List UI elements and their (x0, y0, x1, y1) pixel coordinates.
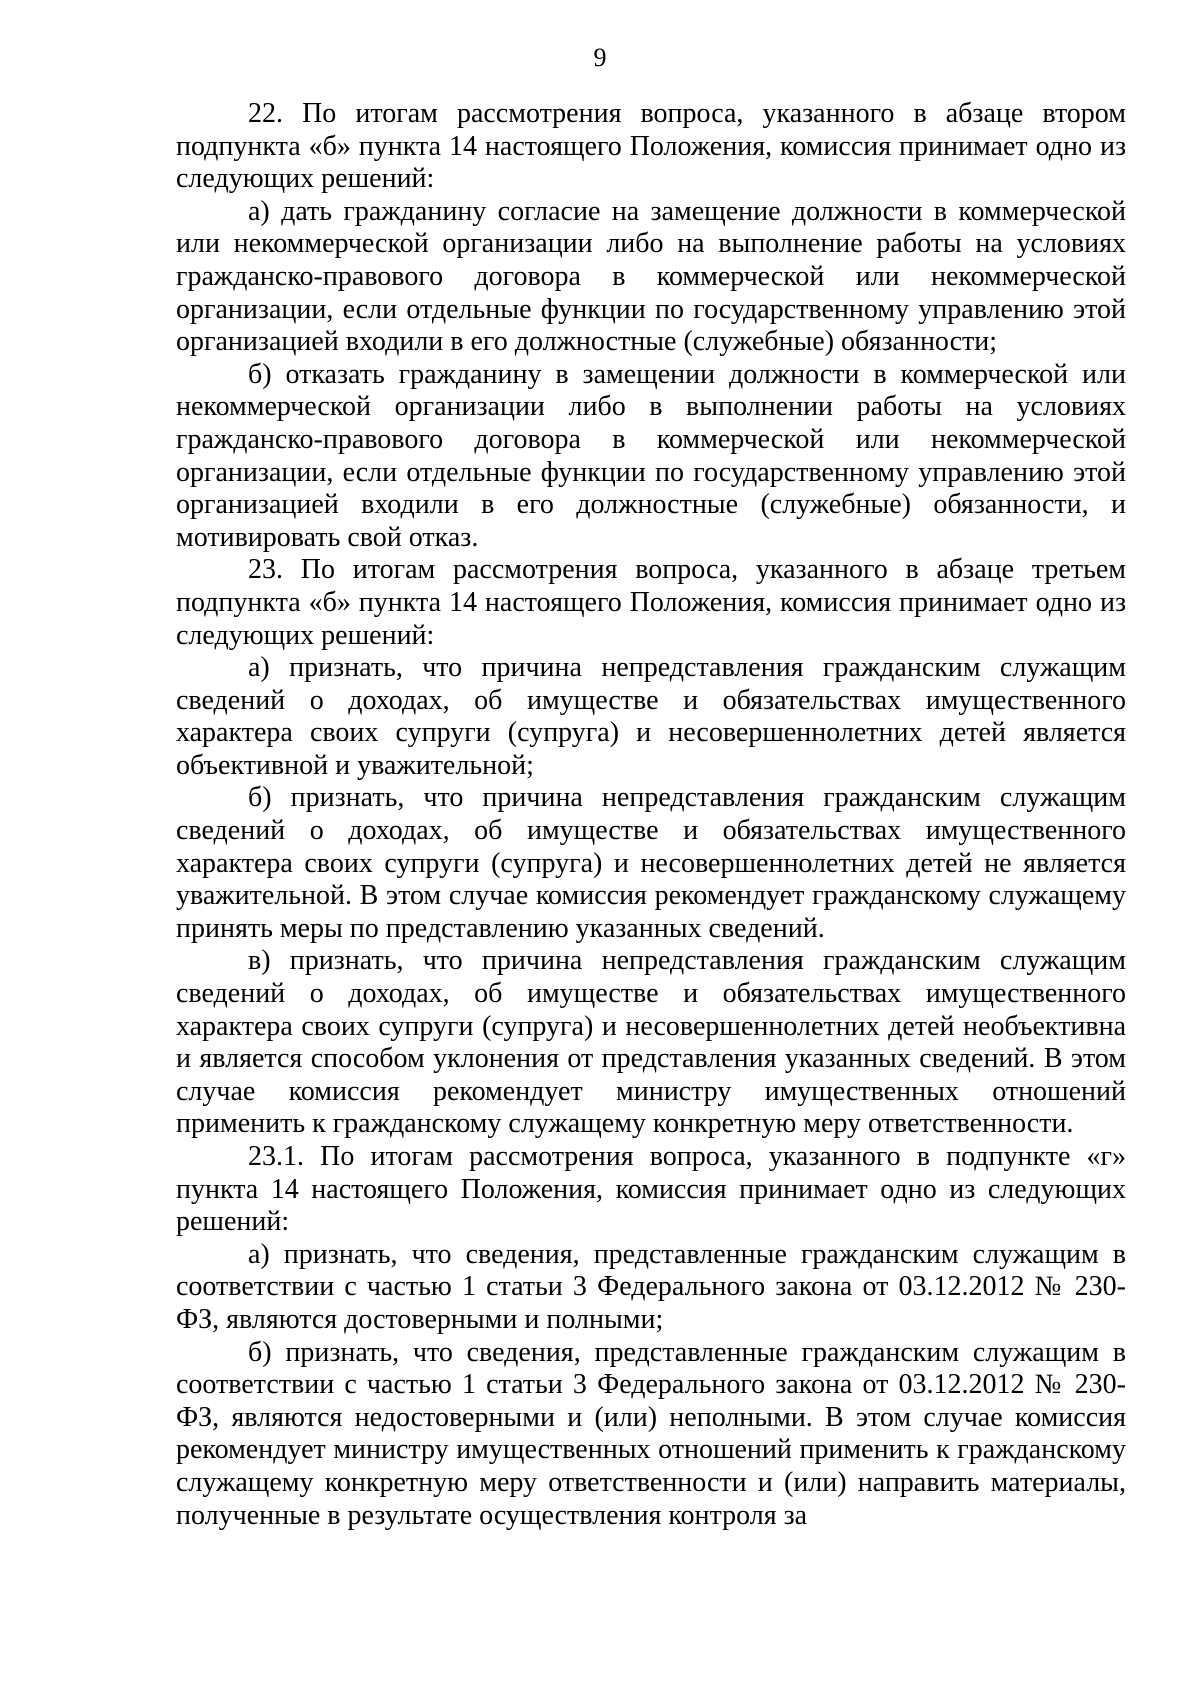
paragraph-23: 23. По итогам рассмотрения вопроса, указанного в абзаце третьем подпункта «б» пункта 14 настоящего Положения, комиссия принимает одно из следующих решений: (176, 554, 1126, 651)
paragraph-23-a: а) признать, что причина непредставления гражданским служащим сведений о доходах, об имуществе и обязательствах имущественного характера своих супруги (супруга) и несовершеннолетних детей является объективной и уважительной; (176, 652, 1126, 781)
paragraph-22: 22. По итогам рассмотрения вопроса, указанного в абзаце втором подпункта «б» пункта 14 настоящего Положения, комиссия принимает одно из следующих решений: (176, 98, 1126, 195)
paragraph-23-1-b: б) признать, что сведения, представленные гражданским служащим в соответствии с частью 1 статьи 3 Федерального закона от 03.12.2012 № 230-ФЗ, являются недостоверными и (или) неполными. В этом случае комиссия рекомендует министру имущественных отношений применить к гражданскому служащему конкретную меру ответственности и (или) направить материалы, полученные в результате осуществления контроля за (176, 1336, 1126, 1531)
paragraph-22-a: а) дать гражданину согласие на замещение должности в коммерческой или некоммерческой организации либо на выполнение работы на условиях гражданско-правового договора в коммерческой или некоммерческой организации, если отдельные функции по государственному управлению этой организацией входили в его должностные (служебные) обязанности; (176, 195, 1126, 358)
page-number: 9 (593, 43, 607, 72)
paragraph-23-v: в) признать, что причина непредставления гражданским служащим сведений о доходах, об имуществе и обязательствах имущественного характера своих супруги (супруга) и несовершеннолетних детей необъективна и является способом уклонения от представления указанных сведений. В этом случае комиссия рекомендует министру имущественных отношений применить к гражданскому служащему конкретную меру ответственности. (176, 945, 1126, 1140)
document-body (176, 98, 1126, 1532)
paragraph-22-b: б) отказать гражданину в замещении должности в коммерческой или некоммерческой организации либо в выполнении работы на условиях гражданско-правового договора в коммерческой или некоммерческой организации, если отдельные функции по государственному управлению этой организацией входили в его должностные (служебные) обязанности, и мотивировать свой отказ. (176, 358, 1126, 553)
paragraph-23-b: б) признать, что причина непредставления гражданским служащим сведений о доходах, об имуществе и обязательствах имущественного характера своих супруги (супруга) и несовершеннолетних детей не является уважительной. В этом случае комиссия рекомендует гражданскому служащему принять меры по представлению указанных сведений. (176, 782, 1126, 944)
paragraph-23-1: 23.1. По итогам рассмотрения вопроса, указанного в подпункте «г» пункта 14 настоящего Положения, комиссия принимает одно из следующих решений: (176, 1141, 1126, 1238)
paragraph-23-1-a: а) признать, что сведения, представленные гражданским служащим в соответствии с частью 1 статьи 3 Федерального закона от 03.12.2012 № 230-ФЗ, являются достоверными и полными; (176, 1238, 1126, 1335)
